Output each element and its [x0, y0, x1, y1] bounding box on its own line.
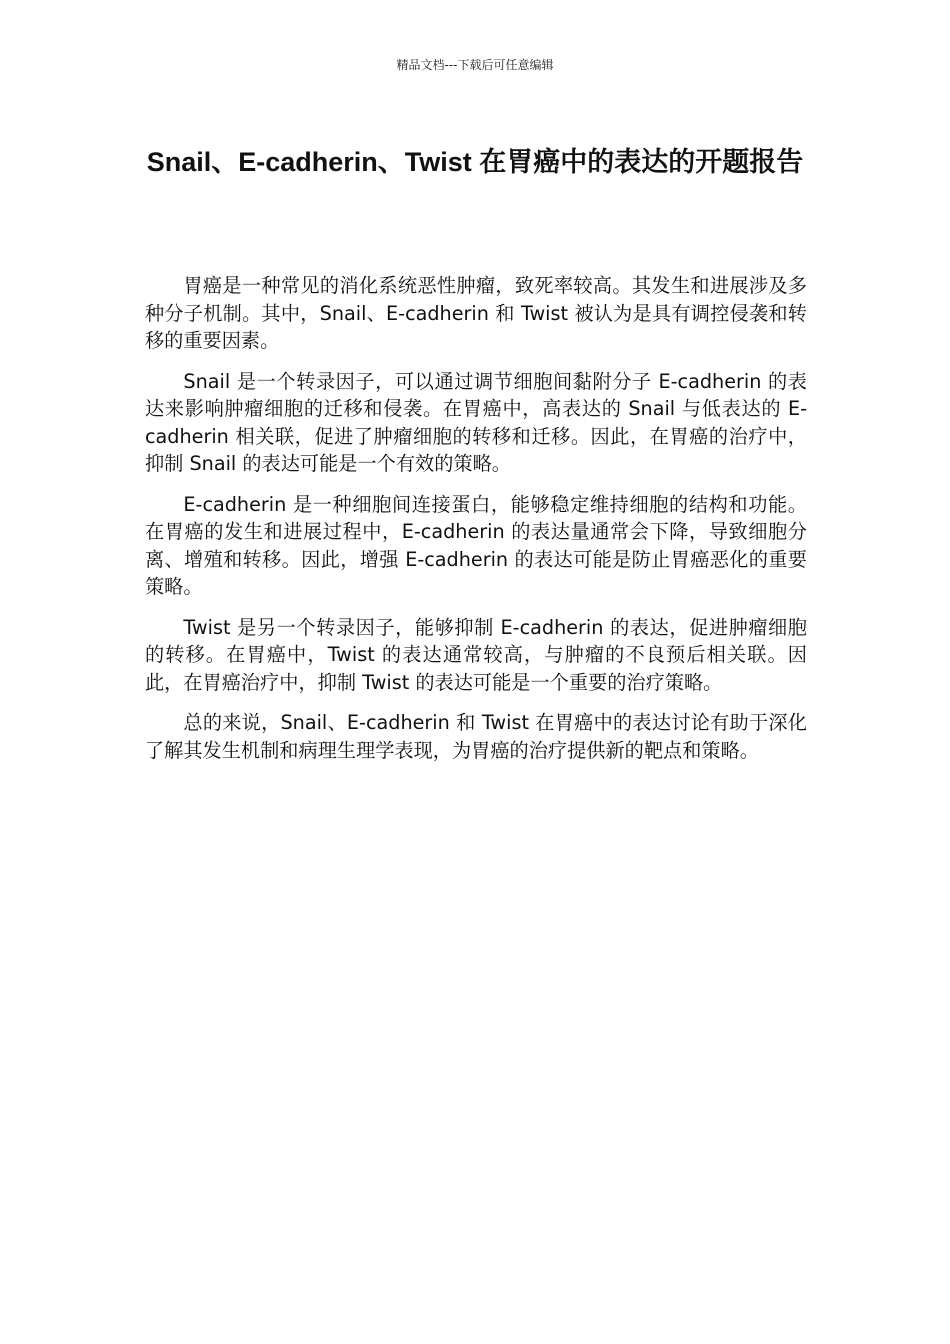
paragraph-twist: Twist 是另一个转录因子，能够抑制 E-cadherin 的表达，促进肿瘤细胞的转移。在胃癌中，Twist 的表达通常较高，与肿瘤的不良预后相关联。因此，在胃癌治疗中，抑制 Twist 的表达可能是一个重要的治疗策略。	[145, 615, 807, 694]
header-note: 精品文档---下载后可任意编辑	[396, 58, 554, 72]
document-title: Snail、E-cadherin、Twist 在胃癌中的表达的开题报告	[146, 147, 804, 177]
paragraph-snail: Snail 是一个转录因子，可以通过调节细胞间黏附分子 E-cadherin 的表达来影响肿瘤细胞的迁移和侵袭。在胃癌中，高表达的 Snail 与低表达的 E-cadherin 相关联，促进了肿瘤细胞的转移和迁移。因此，在胃癌的治疗中，抑制 Snail 的表达可能是一个有效的策略。	[145, 369, 807, 475]
paragraph-conclusion: 总的来说，Snail、E-cadherin 和 Twist 在胃癌中的表达讨论有助于深化了解其发生机制和病理生理学表现，为胃癌的治疗提供新的靶点和策略。	[145, 711, 807, 762]
paragraph-intro: 胃癌是一种常见的消化系统恶性肿瘤，致死率较高。其发生和进展涉及多种分子机制。其中，Snail、E-cadherin 和 Twist 被认为是具有调控侵袭和转移的重要因素。	[145, 274, 807, 352]
document-body	[145, 272, 807, 777]
paragraph-e-cadherin: E-cadherin 是一种细胞间连接蛋白，能够稳定维持细胞的结构和功能。在胃癌的发生和进展过程中，E-cadherin 的表达量通常会下降，导致细胞分离、增殖和转移。因此，增强 E-cadherin 的表达可能是防止胃癌恶化的重要策略。	[145, 492, 807, 598]
